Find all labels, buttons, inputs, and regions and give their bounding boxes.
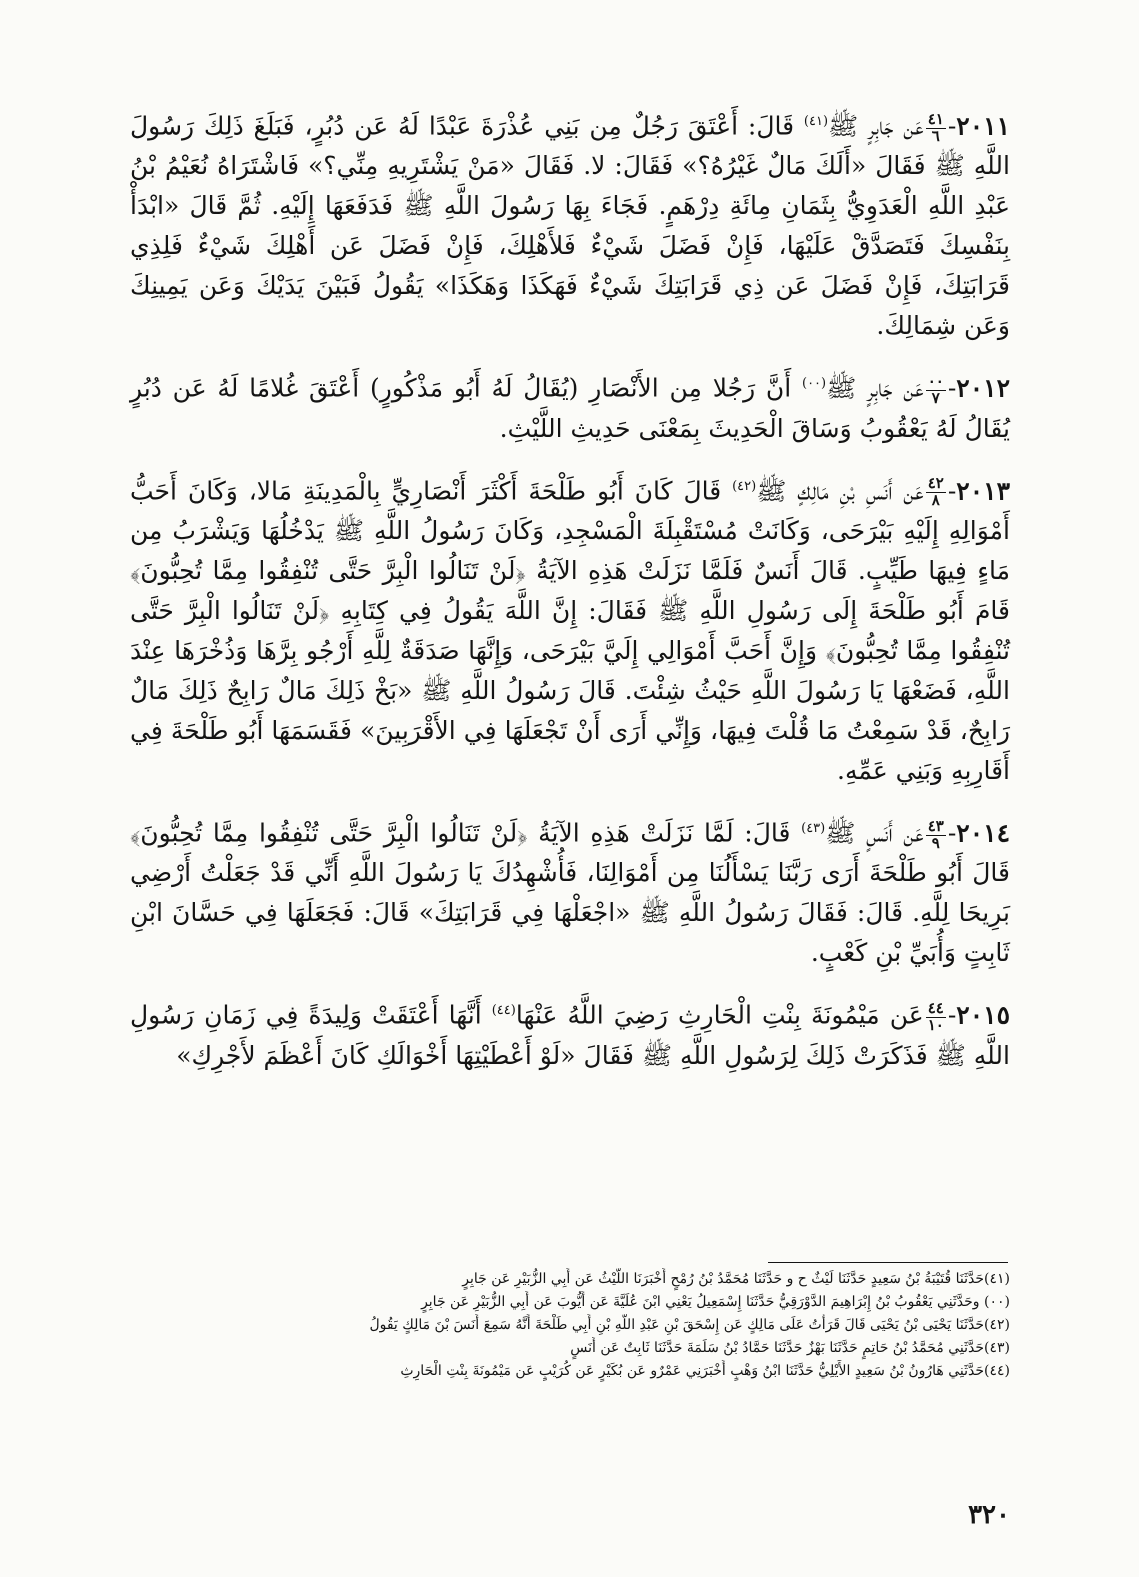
sub-number: ٤١ ٦ [927, 109, 944, 145]
footnote-ref: (٤٢) [732, 478, 757, 494]
hadith-text: قَالَ: أَعْتَقَ رَجُلٌ مِن بَنِي عُذْرَةَ عَبْدًا لَهُ عَن دُبُرٍ، فَبَلَغَ ذَلِكَ رَسُولَ اللَّهِ ﷺ فَقَالَ «أَلَكَ مَالٌ غَيْرُهُ؟» فَقَالَ: لا. فَقَالَ «مَنْ يَشْتَرِيهِ مِنِّي؟» فَاشْتَرَاهُ نُعَيْمُ بْنُ عَبْدِ اللَّهِ الْعَدَوِيُّ بِثَمَانِ مِائَةِ دِرْهَمٍ. فَجَاءَ بِهَا رَسُولَ اللَّهِ ﷺ فَدَفَعَهَا إِلَيْهِ. ثُمَّ قَالَ «ابْدَأْ بِنَفْسِكَ فَتَصَدَّقْ عَلَيْهَا، فَإِنْ فَضَلَ شَيْءٌ فَلأَهْلِكَ، فَإِنْ فَضَلَ عَن أَهْلِكَ شَيْءٌ فَلِذِي قَرَابَتِكَ، فَإِنْ فَضَلَ عَن ذِي قَرَابَتِكَ شَيْءٌ فَهَكَذَا وَهَكَذَا» يَقُولُ فَبَيْنَ يَدَيْكَ وَعَن يَمِينِكَ وَعَن شِمَالِكَ. [130, 111, 1010, 341]
narrator: عَن جَابِرٍ ﷺ [828, 111, 924, 141]
hadith-text: أَنَّهَا أَعْتَقَتْ وَلِيدَةً فِي زَمَانِ رَسُولِ اللَّهِ ﷺ فَذَكَرَتْ ذَلِكَ لِرَسُولِ اللَّهِ ﷺ فَقَالَ «لَوْ أَعْطَيْتِهَا أَخْوَالَكِ كَانَ أَعْظَمَ لأَجْرِكِ» [130, 1000, 1010, 1070]
hadith-2015: ٢٠١٥- ٤٤ ١٠ عَن مَيْمُونَةَ بِنْتِ الْحَارِثِ رَضِيَ اللَّهُ عَنْهَا$^{(٤٤)}$ أَنَّهَا أَعْتَقَتْ وَلِيدَةً فِي زَمَانِ رَسُولِ اللَّهِ ﷺ فَذَكَرَتْ ذَلِكَ لِرَسُولِ اللَّهِ ﷺ فَقَالَ «لَوْ أَعْطَيْتِهَا أَخْوَالَكِ كَانَ أَعْظَمَ لأَجْرِكِ» [130, 999, 1010, 1070]
footnote-ref: (٤٣) [801, 820, 826, 836]
hadith-2013: ٢٠١٣- ٤٢ ٨ عَن أَنَسِ بْنِ مَالِكٍ ﷺ$^{(٤٢)}$ قَالَ كَانَ أَبُو طَلْحَةَ أَكْثَرَ أَنْصَارِيٍّ بِالْمَدِينَةِ مَالا، وَكَانَ أَحَبُّ أَمْوَالِهِ إِلَيْهِ بَيْرَحَى، وَكَانَتْ مُسْتَقْبِلَةَ الْمَسْجِدِ، وَكَانَ رَسُولُ اللَّهِ ﷺ يَدْخُلُهَا وَيَشْرَبُ مِن مَاءٍ فِيهَا طَيِّبٍ. قَالَ أَنَسٌ فَلَمَّا نَزَلَتْ هَذِهِ الآيَةُ ﴿لَنْ تَنَالُوا الْبِرَّ حَتَّى تُنْفِقُوا مِمَّا تُحِبُّونَ﴾ قَامَ أَبُو طَلْحَةَ إِلَى رَسُولِ اللَّهِ ﷺ فَقَالَ: إِنَّ اللَّهَ يَقُولُ فِي كِتَابِهِ ﴿لَنْ تَنَالُوا الْبِرَّ حَتَّى تُنْفِقُوا مِمَّا تُحِبُّونَ﴾ وَإِنَّ أَحَبَّ أَمْوَالِي إِلَيَّ بَيْرَحَى، وَإِنَّهَا صَدَقَةٌ لِلَّهِ أَرْجُو بِرَّهَا وَذُخْرَهَا عِنْدَ اللَّهِ، فَضَعْهَا يَا رَسُولَ اللَّهِ حَيْثُ شِئْتَ. قَالَ رَسُولُ اللَّهِ ﷺ «بَخْ ذَلِكَ مَالٌ رَابِحٌ ذَلِكَ مَالٌ رَابِحٌ، قَدْ سَمِعْتُ مَا قُلْتَ فِيهَا، وَإِنِّي أَرَى أَنْ تَجْعَلَهَا فِي الأَقْرَبِينَ» فَقَسَمَهَا أَبُو طَلْحَةَ فِي أَقَارِبِهِ وَبَنِي عَمِّهِ. [130, 474, 1010, 785]
hadith-text: أَنَّ رَجُلا مِن الأَنْصَارِ (يُقَالُ لَهُ أَبُو مَذْكُورٍ) أَعْتَقَ غُلامًا لَهُ عَن دُبُرٍ يُقَالُ لَهُ يَعْقُوبُ وَسَاقَ الْحَدِيثَ بِمَعْنَى حَدِيثِ اللَّيْثِ. [130, 373, 1010, 443]
hadith-number: ٢٠١٣ [956, 475, 1010, 505]
hadith-2014: ٢٠١٤- ٤٣ ٩ عَن أَنَسٍ ﷺ$^{(٤٣)}$ قَالَ: لَمَّا نَزَلَتْ هَذِهِ الآيَةُ ﴿لَنْ تَنَالُوا الْبِرَّ حَتَّى تُنْفِقُوا مِمَّا تُحِبُّونَ﴾ قَالَ أَبُو طَلْحَةَ أَرَى رَبَّنَا يَسْأَلُنَا مِن أَمْوَالِنَا، فَأُشْهِدُكَ يَا رَسُولَ اللَّهِ أَنِّي قَدْ جَعَلْتُ أَرْضِي بَرِيحَا لِلَّهِ. قَالَ: فَقَالَ رَسُولُ اللَّهِ ﷺ «اجْعَلْهَا فِي قَرَابَتِكَ» قَالَ: فَجَعَلَهَا فِي حَسَّانَ ابْنِ ثَابِتٍ وَأُبَيِّ بْنِ كَعْبٍ. [130, 816, 1010, 968]
footnote-ref: (٤٤) [491, 1003, 516, 1019]
hadith-number: ٢٠١١ [956, 111, 1010, 141]
footnote-44: (٤٤)حَدَّثَنِي هَارُونُ بْنُ سَعِيدٍ الأَيْلِيُّ حَدَّثَنَا ابْنُ وَهْبٍ أَخْبَرَنِي عَمْرٌو عَن بُكَيْرٍ عَن كُرَيْبٍ عَن مَيْمُونَةَ بِنْتِ الْحَارِثِ [400, 1363, 1010, 1379]
hadith-number: ٢٠١٤ [956, 818, 1010, 848]
footnote-00: (٠٠) وحَدَّثَنِي يَعْقُوبُ بْنُ إِبْرَاهِيمَ الدَّوْرَقِيُّ حَدَّثَنَا إِسْمَعِيلُ يَعْنِي ابْنَ عُلَيَّةَ عَن أَيُّوبَ عَن أَبِي الزُّبَيْرِ عَن جَابِرٍ [421, 1294, 1010, 1310]
footnote-ref: (٠٠) [802, 376, 827, 392]
footnote-ref: (٤١) [803, 114, 829, 129]
sub-number: ٤٣ ٩ [927, 816, 944, 852]
narrator: عَن مَيْمُونَةَ بِنْتِ الْحَارِثِ رَضِيَ اللَّهُ عَنْهَا [515, 1000, 924, 1030]
narrator: عَن أَنَسِ بْنِ مَالِكٍ ﷺ [756, 475, 924, 505]
hadith-list [130, 102, 1010, 1094]
hadith-text: قَالَ كَانَ أَبُو طَلْحَةَ أَكْثَرَ أَنْصَارِيٍّ بِالْمَدِينَةِ مَالا، وَكَانَ أَحَبُّ أَمْوَالِهِ إِلَيْهِ بَيْرَحَى، وَكَانَتْ مُسْتَقْبِلَةَ الْمَسْجِدِ، وَكَانَ رَسُولُ اللَّهِ ﷺ يَدْخُلُهَا وَيَشْرَبُ مِن مَاءٍ فِيهَا طَيِّبٍ. قَالَ أَنَسٌ فَلَمَّا نَزَلَتْ هَذِهِ الآيَةُ ﴿لَنْ تَنَالُوا الْبِرَّ حَتَّى تُنْفِقُوا مِمَّا تُحِبُّونَ﴾ قَامَ أَبُو طَلْحَةَ إِلَى رَسُولِ اللَّهِ ﷺ فَقَالَ: إِنَّ اللَّهَ يَقُولُ فِي كِتَابِهِ ﴿لَنْ تَنَالُوا الْبِرَّ حَتَّى تُنْفِقُوا مِمَّا تُحِبُّونَ﴾ وَإِنَّ أَحَبَّ أَمْوَالِي إِلَيَّ بَيْرَحَى، وَإِنَّهَا صَدَقَةٌ لِلَّهِ أَرْجُو بِرَّهَا وَذُخْرَهَا عِنْدَ اللَّهِ، فَضَعْهَا يَا رَسُولَ اللَّهِ حَيْثُ شِئْتَ. قَالَ رَسُولُ اللَّهِ ﷺ «بَخْ ذَلِكَ مَالٌ رَابِحٌ ذَلِكَ مَالٌ رَابِحٌ، قَدْ سَمِعْتُ مَا قُلْتَ فِيهَا، وَإِنِّي أَرَى أَنْ تَجْعَلَهَا فِي الأَقْرَبِينَ» فَقَسَمَهَا أَبُو طَلْحَةَ فِي أَقَارِبِهِ وَبَنِي عَمِّهِ. [130, 475, 1010, 785]
footnote-41: (٤١)حَدَّثَنَا قُتَيْبَةُ بْنُ سَعِيدٍ حَدَّثَنَا لَيْثٌ ح و حَدَّثَنَا مُحَمَّدُ بْنُ رُمْحٍ أَخْبَرَنَا اللَّيْثُ عَن أَبِي الزُّبَيْرِ عَن جَابِرٍ [462, 1271, 1010, 1287]
hadith-2011: ٢٠١١- ٤١ ٦ عَن جَابِرٍ ﷺ$^{(٤١)}$ قَالَ: أَعْتَقَ رَجُلٌ مِن بَنِي عُذْرَةَ عَبْدًا لَهُ عَن دُبُرٍ، فَبَلَغَ ذَلِكَ رَسُولَ اللَّهِ ﷺ فَقَالَ «أَلَكَ مَالٌ غَيْرُهُ؟» فَقَالَ: لا. فَقَالَ «مَنْ يَشْتَرِيهِ مِنِّي؟» فَاشْتَرَاهُ نُعَيْمُ بْنُ عَبْدِ اللَّهِ الْعَدَوِيُّ بِثَمَانِ مِائَةِ دِرْهَمٍ. فَجَاءَ بِهَا رَسُولَ اللَّهِ ﷺ فَدَفَعَهَا إِلَيْهِ. ثُمَّ قَالَ «ابْدَأْ بِنَفْسِكَ فَتَصَدَّقْ عَلَيْهَا، فَإِنْ فَضَلَ شَيْءٌ فَلأَهْلِكَ، فَإِنْ فَضَلَ عَن أَهْلِكَ شَيْءٌ فَلِذِي قَرَابَتِكَ، فَإِنْ فَضَلَ عَن ذِي قَرَابَتِكَ شَيْءٌ فَهَكَذَا وَهَكَذَا» يَقُولُ فَبَيْنَ يَدَيْكَ وَعَن يَمِينِكَ وَعَن شِمَالِكَ. [130, 109, 1010, 341]
narrator: عَن جَابِرٍ ﷺ [826, 373, 924, 403]
footnote-43: (٤٣)حَدَّثَنِي مُحَمَّدُ بْنُ حَاتِمٍ حَدَّثَنَا بَهْزٌ حَدَّثَنَا حَمَّادُ بْنُ سَلَمَةَ حَدَّثَنَا ثَابِتٌ عَن أَنَسٍ [570, 1340, 1010, 1356]
hadith-number: ٢٠١٥ [956, 1000, 1010, 1030]
hadith-2012: ٢٠١٢- ٠٠ ٧ عَن جَابِرٍ ﷺ$^{(٠٠)}$ أَنَّ رَجُلا مِن الأَنْصَارِ (يُقَالُ لَهُ أَبُو مَذْكُورٍ) أَعْتَقَ غُلامًا لَهُ عَن دُبُرٍ يُقَالُ لَهُ يَعْقُوبُ وَسَاقَ الْحَدِيثَ بِمَعْنَى حَدِيثِ اللَّيْثِ. [130, 372, 1010, 443]
sub-number: ٠٠ ٧ [927, 372, 944, 408]
sub-number: ٤٤ ١٠ [927, 999, 944, 1035]
hadith-number: ٢٠١٢ [956, 373, 1010, 403]
footnotes [160, 1268, 1010, 1383]
footnote-divider [768, 1262, 1008, 1263]
narrator: عَن أَنَسٍ ﷺ [825, 818, 924, 848]
hadith-text: قَالَ: لَمَّا نَزَلَتْ هَذِهِ الآيَةُ ﴿لَنْ تَنَالُوا الْبِرَّ حَتَّى تُنْفِقُوا مِمَّا تُحِبُّونَ﴾ قَالَ أَبُو طَلْحَةَ أَرَى رَبَّنَا يَسْأَلُنَا مِن أَمْوَالِنَا، فَأُشْهِدُكَ يَا رَسُولَ اللَّهِ أَنِّي قَدْ جَعَلْتُ أَرْضِي بَرِيحَا لِلَّهِ. قَالَ: فَقَالَ رَسُولُ اللَّهِ ﷺ «اجْعَلْهَا فِي قَرَابَتِكَ» قَالَ: فَجَعَلَهَا فِي حَسَّانَ ابْنِ ثَابِتٍ وَأُبَيِّ بْنِ كَعْبٍ. [130, 818, 1010, 968]
page-number: ٣٢٠ [968, 1500, 1010, 1530]
footnote-42: (٤٢)حَدَّثَنَا يَحْيَى بْنُ يَحْيَى قَالَ قَرَأْتُ عَلَى مَالِكٍ عَن إِسْحَقَ بْنِ عَبْدِ اللَّهِ بْنِ أَبِي طَلْحَةَ أَنَّهُ سَمِعَ أَنَسَ بْنَ مَالِكٍ يَقُولُ [369, 1317, 1010, 1333]
sub-number: ٤٢ ٨ [927, 474, 944, 510]
